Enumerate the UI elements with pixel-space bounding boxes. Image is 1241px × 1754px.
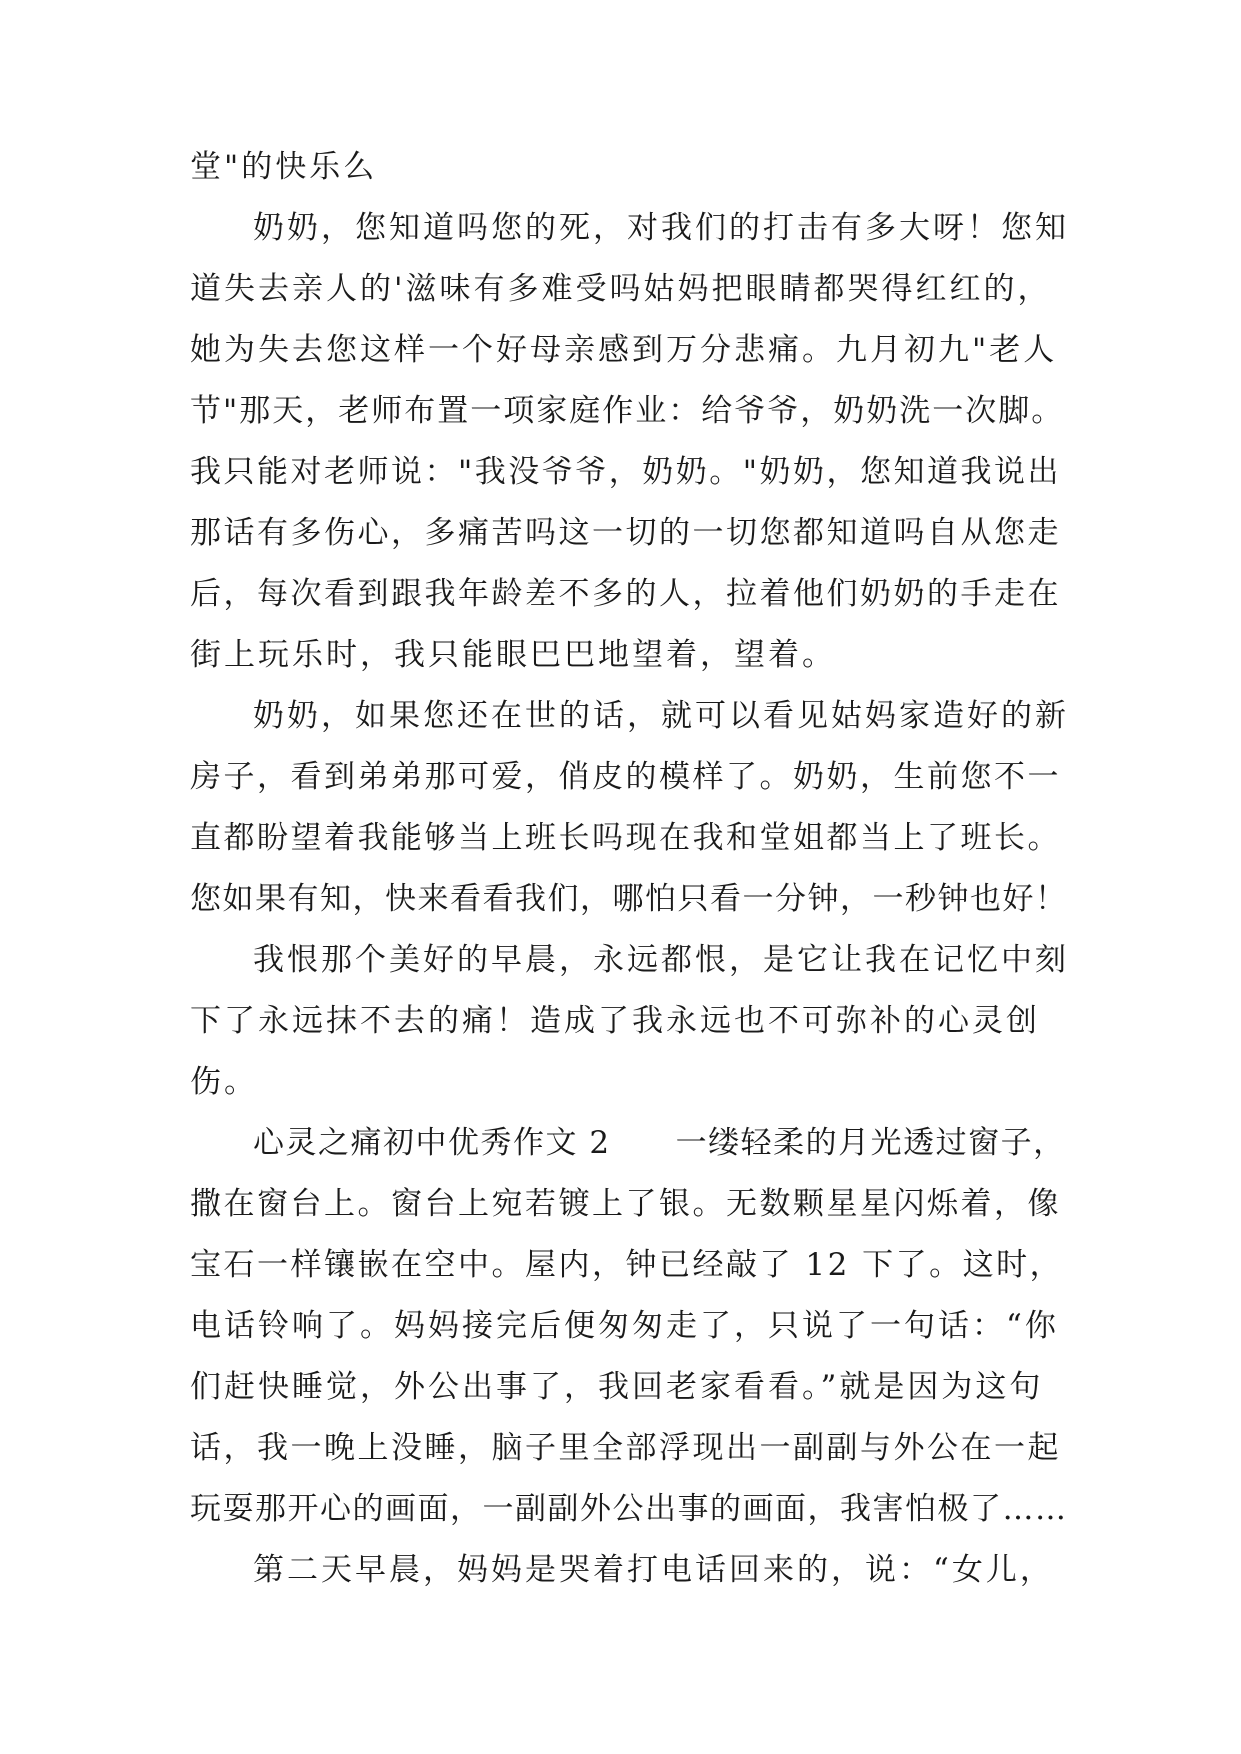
text-line: 那话有多伤心，多痛苦吗这一切的一切您都知道吗自从您走	[190, 515, 1061, 551]
text-line: 伤。	[190, 1064, 258, 1100]
text-line: 房子，看到弟弟那可爱，俏皮的模样了。奶奶，生前您不一	[190, 759, 1061, 795]
text-line: 们赶快睡觉，外公出事了，我回老家看看。”就是因为这句	[190, 1369, 1044, 1405]
paragraph-start-line: 奶奶，如果您还在世的话，就可以看见姑妈家造好的新	[253, 698, 1069, 734]
paragraph-start-line: 我恨那个美好的早晨，永远都恨，是它让我在记忆中刻	[253, 942, 1069, 978]
text-line: 撒在窗台上。窗台上宛若镀上了银。无数颗星星闪烁着，像	[190, 1186, 1061, 1222]
text-line: 您如果有知，快来看看我们，哪怕只看一分钟，一秒钟也好！	[190, 881, 1068, 917]
text-line: 下了永远抹不去的痛！造成了我永远也不可弥补的心灵创	[190, 1003, 1040, 1039]
text-line: 堂"的快乐么	[190, 149, 378, 185]
text-line: 玩耍那开心的画面，一副副外公出事的画面，我害怕极了……	[190, 1491, 1068, 1527]
text-line: 道失去亲人的'滋味有多难受吗姑妈把眼睛都哭得红红的，	[190, 271, 1052, 307]
paragraph-start-line: 奶奶，您知道吗您的死，对我们的打击有多大呀！您知	[253, 210, 1069, 246]
text-line: 节"那天，老师布置一项家庭作业：给爷爷，奶奶洗一次脚。	[190, 393, 1065, 429]
text-line: 宝石一样镶嵌在空中。屋内，钟已经敲了 12 下了。这时，	[190, 1247, 1064, 1283]
text-line: 电话铃响了。妈妈接完后便匆匆走了，只说了一句话：“你	[190, 1308, 1059, 1344]
text-line: 后，每次看到跟我年龄差不多的人，拉着他们奶奶的手走在	[190, 576, 1061, 612]
text-line: 她为失去您这样一个好母亲感到万分悲痛。九月初九"老人	[190, 332, 1058, 368]
paragraph-start-line: 第二天早晨，妈妈是哭着打电话回来的，说：“女儿，	[253, 1552, 1054, 1588]
text-line: 街上玩乐时，我只能眼巴巴地望着，望着。	[190, 637, 836, 673]
text-line: 我只能对老师说："我没爷爷，奶奶。"奶奶，您知道我说出	[190, 454, 1062, 490]
text-line: 直都盼望着我能够当上班长吗现在我和堂姐都当上了班长。	[190, 820, 1061, 856]
text-line: 话，我一晚上没睡，脑子里全部浮现出一副副与外公在一起	[190, 1430, 1061, 1466]
paragraph-start-line: 心灵之痛初中优秀作文 2 一缕轻柔的月光透过窗子，	[253, 1125, 1066, 1161]
